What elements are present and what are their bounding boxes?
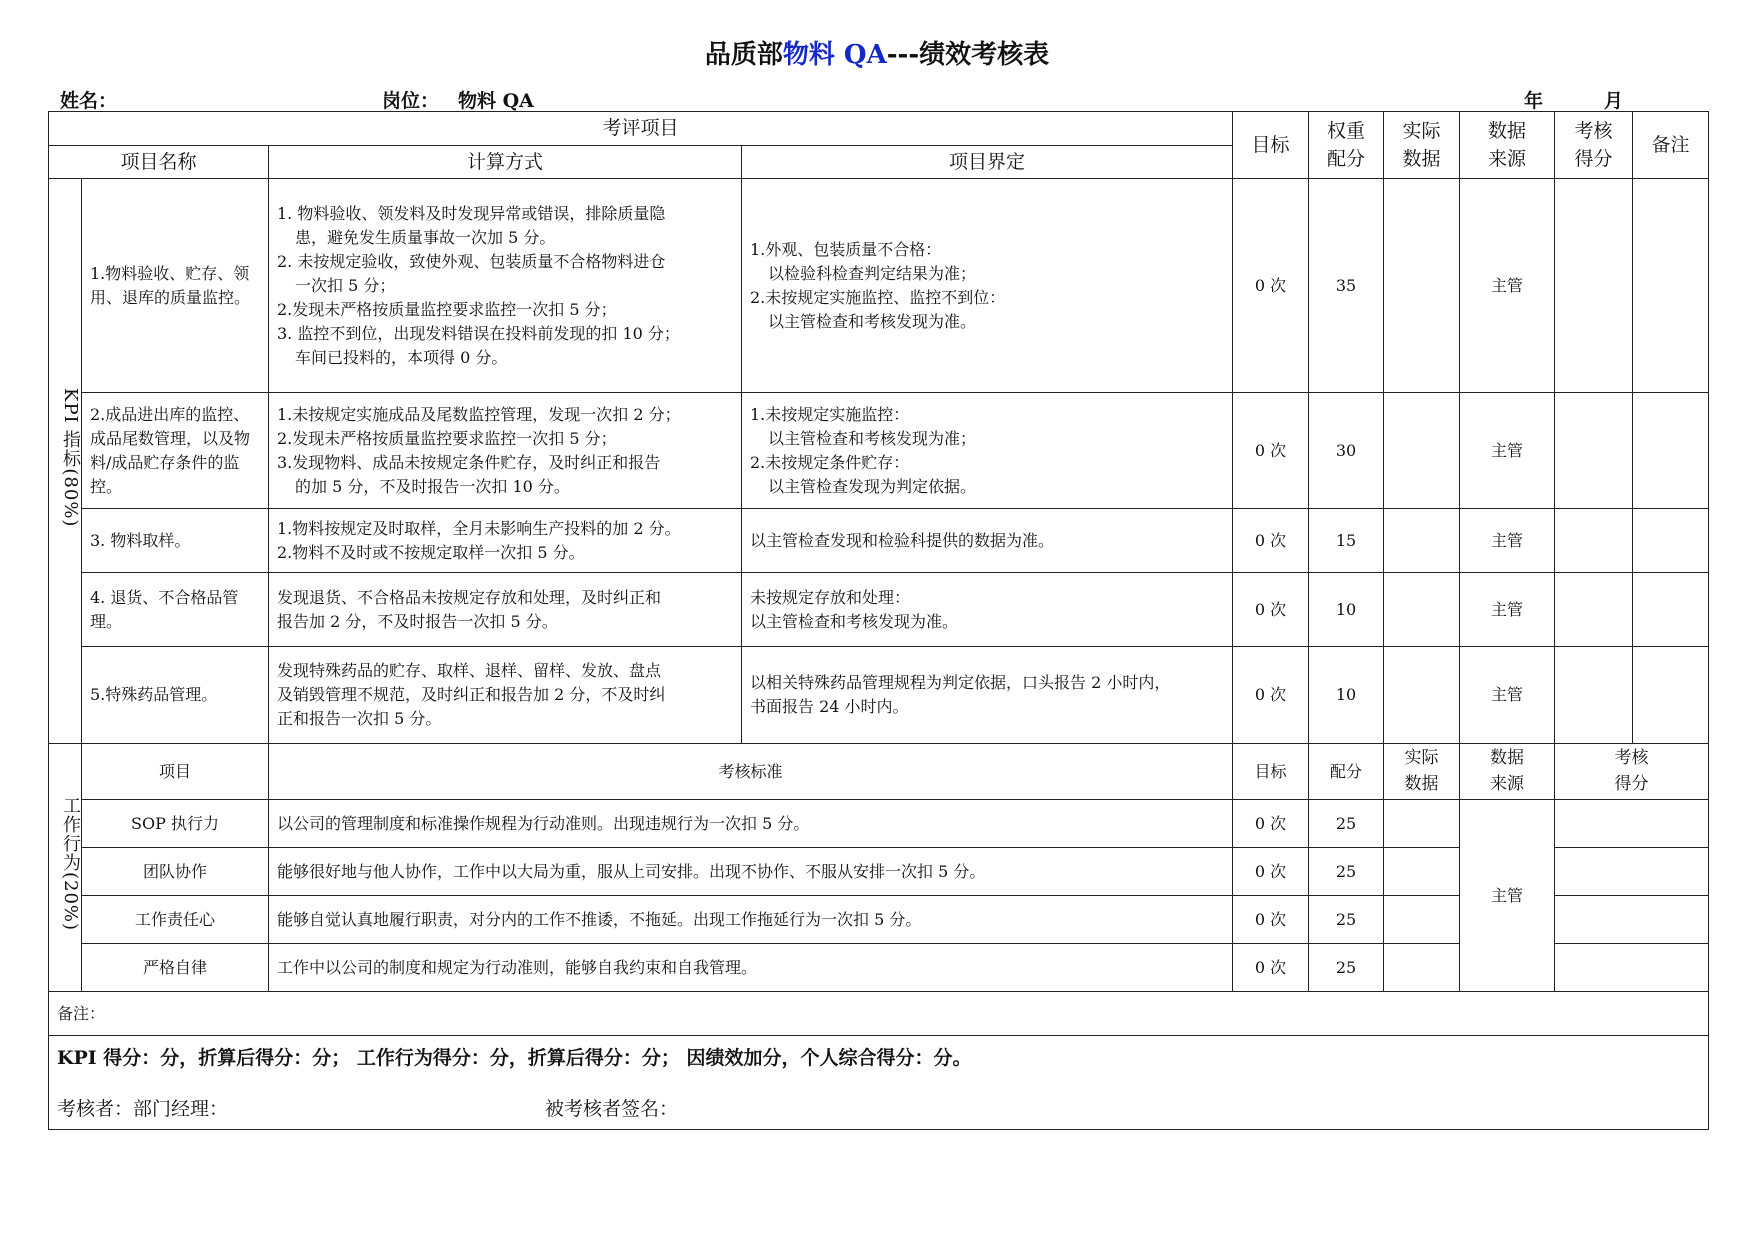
kpi-item-name: 1.物料验收、贮存、领用、退库的质量监控。 [82, 179, 269, 393]
month-label: 月 [1604, 90, 1624, 112]
kpi-weight: 10 [1309, 647, 1384, 744]
cell-line: 1.未按规定实施监控： [750, 404, 910, 424]
kpi-weight: 30 [1309, 393, 1384, 509]
cell-line: 3. 监控不到位，出现发料错误在投料前发现的扣 10 分； [277, 323, 680, 343]
score-summary: KPI 得分：分，折算后得分：分； 工作行为得分：分，折算后得分：分； 因绩效加分，个人综合得分：分。 [57, 1047, 972, 1069]
behavior-standard: 工作中以公司的制度和规定为行动准则，能够自我约束和自我管理。 [269, 944, 1233, 992]
kpi-weight: 10 [1309, 573, 1384, 647]
behavior-header-row [49, 744, 1709, 800]
summary-cell [49, 1036, 1709, 1130]
kpi-calc [269, 509, 742, 573]
cell-line: 2.发现未严格按质量监控要求监控一次扣 5 分； [277, 299, 617, 319]
kpi-target: 0 次 [1233, 509, 1309, 573]
kpi-remark-input[interactable] [1633, 393, 1709, 509]
behavior-source-header [1460, 744, 1555, 800]
cell-line: 数据 [1488, 119, 1527, 142]
remark-row [49, 992, 1709, 1036]
cell-line: 以主管检查和考核发现为准； [768, 428, 977, 448]
cell-line: 数据 [1490, 748, 1525, 768]
kpi-source: 主管 [1460, 393, 1555, 509]
behavior-item: 严格自律 [82, 944, 269, 992]
cell-line: 书面报告 24 小时内。 [750, 697, 909, 716]
behavior-weight-header: 配分 [1309, 744, 1384, 800]
kpi-source: 主管 [1460, 647, 1555, 744]
kpi-definition [742, 393, 1233, 509]
col-calc-header: 计算方式 [269, 145, 742, 179]
kpi-definition [742, 509, 1233, 573]
kpi-score-input[interactable] [1555, 509, 1633, 573]
behavior-item: 工作责任心 [82, 896, 269, 944]
position-label: 岗位： [382, 90, 440, 112]
col-weight-header [1309, 112, 1384, 179]
behavior-actual-input[interactable] [1384, 944, 1460, 992]
behavior-standard-header: 考核标准 [269, 744, 1233, 800]
kpi-item-name: 5.特殊药品管理。 [82, 647, 269, 744]
cell-line: 报告加 2 分，不及时报告一次扣 5 分。 [277, 611, 558, 631]
kpi-target: 0 次 [1233, 573, 1309, 647]
cell-line: 患，避免发生质量事故一次加 5 分。 [295, 227, 556, 247]
col-target-header: 目标 [1233, 112, 1309, 179]
assessor-label: 考核者：部门经理： [57, 1097, 229, 1120]
cell-line: 发现退货、不合格品未按规定存放和处理，及时纠正和 [277, 587, 662, 607]
cell-line: 以检验科检查判定结果为准； [768, 263, 977, 283]
cell-line: 以主管检查和考核发现为准。 [750, 611, 959, 631]
kpi-calc [269, 647, 742, 744]
position-value: 物料 QA [458, 90, 534, 112]
kpi-row [49, 573, 1709, 647]
kpi-section [49, 179, 82, 744]
behavior-actual-input[interactable] [1384, 800, 1460, 848]
kpi-row [49, 509, 1709, 573]
cell-line: 车间已投料的，本项得 0 分。 [295, 347, 508, 367]
col-remark-header: 备注 [1633, 112, 1709, 179]
behavior-row [49, 800, 1709, 848]
kpi-actual-input[interactable] [1384, 573, 1460, 647]
col-item-header: 项目名称 [49, 145, 269, 179]
behavior-standard: 能够很好地与他人协作，工作中以大局为重，服从上司安排。出现不协作、不服从安排一次扣 5 分。 [269, 848, 1233, 896]
kpi-score-input[interactable] [1555, 179, 1633, 393]
cell-line: 以主管检查和考核发现为准。 [768, 311, 977, 331]
kpi-actual-input[interactable] [1384, 647, 1460, 744]
kpi-actual-input[interactable] [1384, 393, 1460, 509]
kpi-score-input[interactable] [1555, 647, 1633, 744]
kpi-calc [269, 573, 742, 647]
cell-line: 正和报告一次扣 5 分。 [277, 709, 442, 728]
kpi-definition [742, 573, 1233, 647]
behavior-weight: 25 [1309, 848, 1384, 896]
behavior-score-header [1555, 744, 1709, 800]
cell-line: 实际 [1402, 119, 1441, 142]
assessment-table [48, 111, 1709, 1130]
kpi-remark-input[interactable] [1633, 573, 1709, 647]
kpi-calc [269, 393, 742, 509]
cell-line: 的加 5 分，不及时报告一次扣 10 分。 [295, 476, 570, 496]
cell-line: 1.物料按规定及时取样，全月未影响生产投料的加 2 分。 [277, 518, 681, 538]
behavior-target-header: 目标 [1233, 744, 1309, 800]
kpi-row [49, 179, 1709, 393]
header-row [49, 112, 1709, 146]
title-highlight: 物料 QA [782, 40, 887, 70]
kpi-score-input[interactable] [1555, 573, 1633, 647]
behavior-score-input[interactable] [1555, 944, 1709, 992]
cell-line: 以主管检查发现和检验科提供的数据为准。 [750, 530, 1055, 550]
cell-line: 1.外观、包装质量不合格： [750, 239, 942, 259]
behavior-actual-header [1384, 744, 1460, 800]
kpi-score-input[interactable] [1555, 393, 1633, 509]
behavior-score-input[interactable] [1555, 896, 1709, 944]
behavior-target: 0 次 [1233, 896, 1309, 944]
cell-line: 数据 [1402, 148, 1441, 170]
cell-line: 来源 [1490, 773, 1525, 794]
behavior-standard: 能够自觉认真地履行职责，对分内的工作不推诿，不拖延。出现工作拖延行为一次扣 5 分。 [269, 896, 1233, 944]
behavior-weight: 25 [1309, 800, 1384, 848]
behavior-score-input[interactable] [1555, 800, 1709, 848]
cell-line: 数据 [1404, 773, 1439, 794]
col-source-header [1460, 112, 1555, 179]
cell-line: 3.发现物料、成品未按规定条件贮存，及时纠正和报告 [277, 452, 661, 472]
col-actual-header [1384, 112, 1460, 179]
cell-line: 考核 [1574, 119, 1613, 142]
kpi-item-name: 3. 物料取样。 [82, 509, 269, 573]
section-label: 工作行为(20%) [60, 796, 81, 932]
behavior-section [49, 744, 82, 992]
cell-line: 2.未按规定实施监控、监控不到位： [750, 287, 1006, 307]
kpi-target: 0 次 [1233, 179, 1309, 393]
cell-line: 以相关特殊药品管理规程为判定依据，口头报告 2 小时内， [750, 673, 1171, 692]
cell-line: 1.未按规定实施成品及尾数监控管理，发现一次扣 2 分； [277, 404, 681, 424]
cell-line: 2.物料不及时或不按规定取样一次扣 5 分。 [277, 542, 585, 562]
kpi-item-name: 4. 退货、不合格品管理。 [82, 573, 269, 647]
cell-line: 及销毁管理不规范，及时纠正和报告加 2 分，不及时纠 [277, 685, 666, 704]
cell-line: 考核 [1614, 748, 1649, 768]
behavior-row [49, 896, 1709, 944]
behavior-item: 团队协作 [82, 848, 269, 896]
behavior-item: SOP 执行力 [82, 800, 269, 848]
kpi-source: 主管 [1460, 509, 1555, 573]
cell-line: 权重 [1327, 119, 1366, 142]
kpi-definition [742, 179, 1233, 393]
cell-line: 来源 [1488, 148, 1527, 170]
col-score-header [1555, 112, 1633, 179]
kpi-source: 主管 [1460, 179, 1555, 393]
kpi-remark-input[interactable] [1633, 647, 1709, 744]
cell-line: 1. 物料验收、领发料及时发现异常或错误，排除质量隐 [277, 203, 666, 223]
kpi-source: 主管 [1460, 573, 1555, 647]
signature-line [57, 1095, 1700, 1121]
kpi-row [49, 393, 1709, 509]
kpi-remark-input[interactable] [1633, 509, 1709, 573]
kpi-target: 0 次 [1233, 393, 1309, 509]
behavior-source: 主管 [1460, 800, 1555, 992]
kpi-row [49, 647, 1709, 744]
behavior-target: 0 次 [1233, 848, 1309, 896]
kpi-actual-input[interactable] [1384, 179, 1460, 393]
kpi-remark-input[interactable] [1633, 179, 1709, 393]
cell-line: 得分 [1574, 148, 1613, 170]
section-label: KPI 指标(80%) [60, 387, 81, 528]
behavior-actual-input[interactable] [1384, 896, 1460, 944]
cell-line: 一次扣 5 分； [295, 275, 396, 295]
behavior-row [49, 944, 1709, 992]
behavior-weight: 25 [1309, 944, 1384, 992]
cell-line: 2.发现未严格按质量监控要求监控一次扣 5 分； [277, 428, 617, 448]
cell-line: 2. 未按规定验收，致使外观、包装质量不合格物料进仓 [277, 251, 666, 271]
kpi-weight: 35 [1309, 179, 1384, 393]
page-title: 品质部物料 QA---绩效考核表 [704, 40, 1050, 70]
year-label: 年 [1524, 90, 1544, 112]
behavior-standard: 以公司的管理制度和标准操作规程为行动准则。出现违规行为一次扣 5 分。 [269, 800, 1233, 848]
cell-line: 未按规定存放和处理： [750, 587, 911, 607]
kpi-target: 0 次 [1233, 647, 1309, 744]
kpi-actual-input[interactable] [1384, 509, 1460, 573]
remark-label: 备注： [49, 992, 1709, 1036]
cell-line: 得分 [1614, 773, 1649, 794]
kpi-calc [269, 179, 742, 393]
behavior-weight: 25 [1309, 896, 1384, 944]
col-def-header: 项目界定 [742, 145, 1233, 179]
kpi-definition [742, 647, 1233, 744]
behavior-actual-input[interactable] [1384, 848, 1460, 896]
summary-row [49, 1036, 1709, 1130]
cell-line: 以主管检查发现为判定依据。 [768, 476, 977, 496]
behavior-score-input[interactable] [1555, 848, 1709, 896]
behavior-item-header: 项目 [82, 744, 269, 800]
name-label: 姓名： [60, 90, 118, 112]
kpi-item-name: 2.成品进出库的监控、成品尾数管理，以及物料/成品贮存条件的监控。 [82, 393, 269, 509]
assessee-label: 被考核者签名： [545, 1097, 679, 1120]
cell-line: 配分 [1327, 148, 1366, 170]
behavior-target: 0 次 [1233, 944, 1309, 992]
cell-line: 发现特殊药品的贮存、取样、退样、留样、发放、盘点 [277, 661, 662, 680]
behavior-row [49, 848, 1709, 896]
group-header: 考评项目 [49, 112, 1233, 146]
kpi-weight: 15 [1309, 509, 1384, 573]
cell-line: 2.未按规定条件贮存： [750, 452, 910, 472]
behavior-target: 0 次 [1233, 800, 1309, 848]
cell-line: 实际 [1404, 748, 1439, 768]
